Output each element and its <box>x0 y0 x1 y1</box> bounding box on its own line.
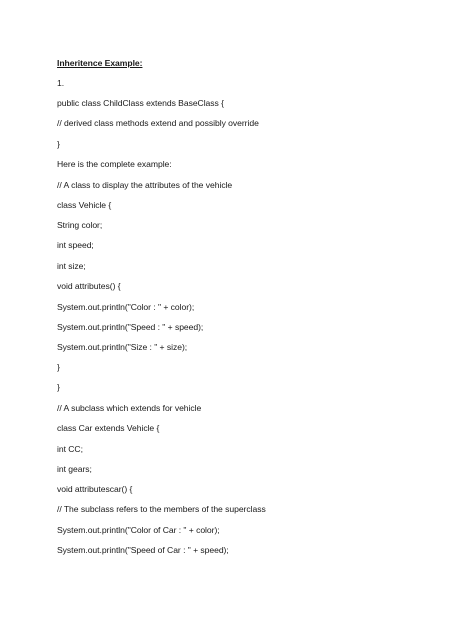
text-line: void attributescar() { <box>57 484 133 494</box>
text-line: // derived class methods extend and possibly override <box>57 118 259 128</box>
text-line: int size; <box>57 261 86 271</box>
text-line: } <box>57 382 60 392</box>
text-line: int speed; <box>57 240 94 250</box>
text-line: // A subclass which extends for vehicle <box>57 403 202 413</box>
text-line: // The subclass refers to the members of the superclass <box>57 504 266 514</box>
text-line: System.out.println("Speed of Car : " + speed); <box>57 545 229 555</box>
text-line: } <box>57 362 60 372</box>
text-line: public class ChildClass extends BaseClass { <box>57 98 224 108</box>
text-line: System.out.println("Color : " + color); <box>57 302 195 312</box>
document-title: Inheritence Example: <box>57 58 143 68</box>
text-line: System.out.println("Color of Car : " + color); <box>57 525 220 535</box>
text-line: System.out.println("Size : " + size); <box>57 342 188 352</box>
text-line: class Vehicle { <box>57 200 112 210</box>
text-line: int gears; <box>57 464 92 474</box>
text-line: Here is the complete example: <box>57 159 172 169</box>
text-line: String color; <box>57 220 103 230</box>
text-line: System.out.println("Speed : " + speed); <box>57 322 204 332</box>
text-line: // A class to display the attributes of the vehicle <box>57 180 233 190</box>
text-line: 1. <box>57 78 65 88</box>
text-line: int CC; <box>57 444 83 454</box>
text-line: } <box>57 139 60 149</box>
text-line: void attributes() { <box>57 281 121 291</box>
text-line: class Car extends Vehicle { <box>57 423 160 433</box>
